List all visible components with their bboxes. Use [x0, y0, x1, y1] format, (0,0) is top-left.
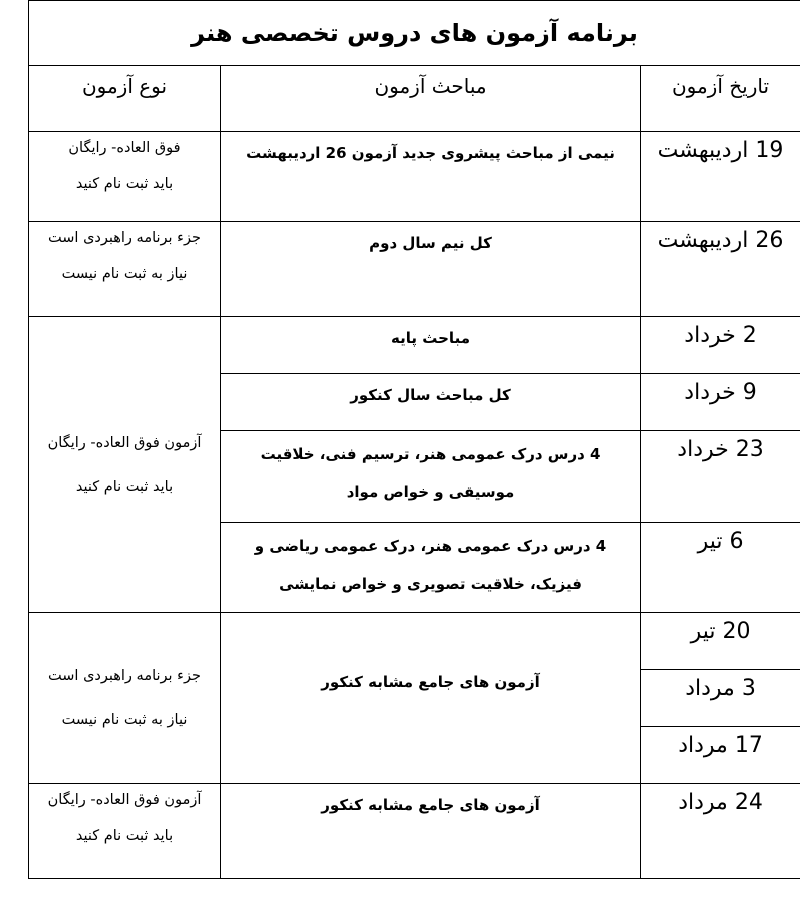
exam-type — [29, 132, 221, 222]
header-type: نوع آزمون — [29, 66, 221, 132]
exam-topic: نیمی از مباحث پیشروی جدید آزمون 26 اردیبهشت — [221, 132, 641, 222]
exam-type-line2: نیاز به ثبت نام نیست — [61, 712, 188, 728]
exam-type-line1: آزمون فوق العاده- رایگان — [47, 792, 202, 808]
table-row — [29, 784, 800, 879]
exam-date: 26 اردیبهشت — [641, 222, 800, 317]
exam-topic: آزمون های جامع مشابه کنکور — [221, 613, 641, 784]
exam-date: 20 تیر — [641, 613, 800, 670]
exam-type — [29, 222, 221, 317]
exam-type-line1: جزء برنامه راهبردی است — [48, 230, 201, 246]
exam-type — [29, 784, 221, 879]
exam-date: 2 خرداد — [641, 317, 800, 374]
exam-date: 19 اردیبهشت — [641, 132, 800, 222]
table-row — [29, 613, 800, 670]
header-row — [29, 66, 800, 132]
exam-type-line2: باید ثبت نام کنید — [75, 828, 174, 844]
title-row — [29, 1, 800, 66]
table-row — [29, 132, 800, 222]
exam-topic: کل نیم سال دوم — [221, 222, 641, 317]
exam-date: 17 مرداد — [641, 727, 800, 784]
exam-topic: 4 درس درک عمومی هنر، درک عمومی ریاضی و فیزیک، خلاقیت تصویری و خواص نمایشی — [221, 523, 641, 613]
table-row — [29, 317, 800, 374]
exam-topic: کل مباحث سال کنکور — [221, 374, 641, 431]
exam-type — [29, 613, 221, 784]
table-title: برنامه آزمون های دروس تخصصی هنر — [29, 1, 800, 66]
exam-date: 3 مرداد — [641, 670, 800, 727]
exam-type-line1: فوق العاده- رایگان — [68, 140, 181, 156]
exam-type-line2: باید ثبت نام کنید — [75, 478, 174, 495]
header-date: تاریخ آزمون — [641, 66, 800, 132]
exam-topic: 4 درس درک عمومی هنر، ترسیم فنی، خلاقیت موسیقی و خواص مواد — [221, 431, 641, 523]
exam-date: 6 تیر — [641, 523, 800, 613]
exam-schedule-table — [28, 0, 800, 879]
table-row — [29, 222, 800, 317]
exam-date: 9 خرداد — [641, 374, 800, 431]
exam-type-line2: نیاز به ثبت نام نیست — [61, 266, 188, 282]
header-topics: مباحث آزمون — [221, 66, 641, 132]
exam-type-line1: آزمون فوق العاده- رایگان — [47, 434, 202, 451]
exam-type-line1: جزء برنامه راهبردی است — [48, 668, 201, 684]
exam-type-line2: باید ثبت نام کنید — [75, 176, 174, 192]
exam-type — [29, 317, 221, 613]
exam-topic: آزمون های جامع مشابه کنکور — [221, 784, 641, 879]
exam-date: 24 مرداد — [641, 784, 800, 879]
exam-date: 23 خرداد — [641, 431, 800, 523]
exam-topic: مباحث پایه — [221, 317, 641, 374]
